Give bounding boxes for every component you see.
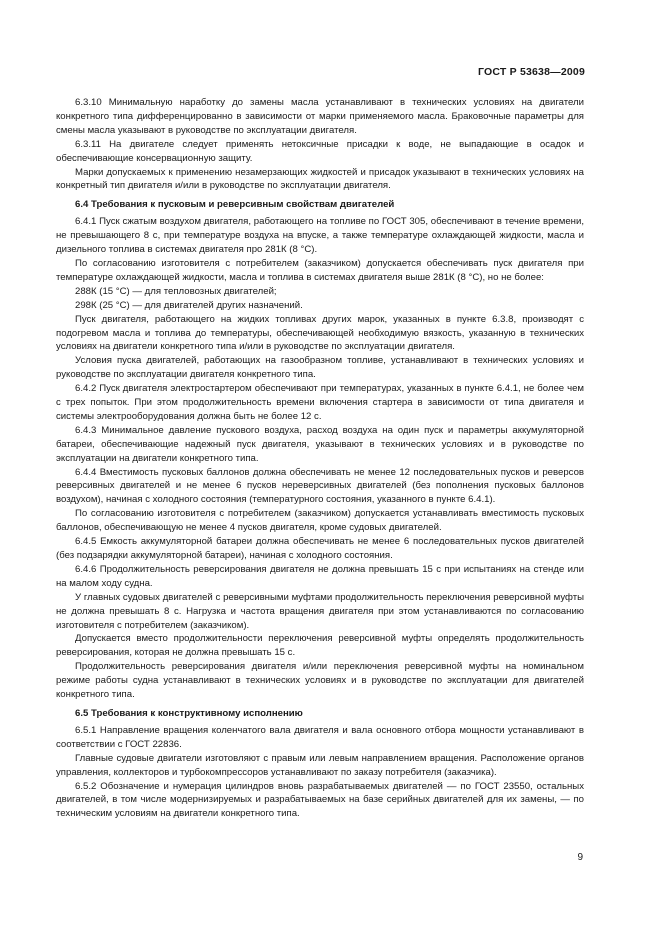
paragraph: Условия пуска двигателей, работающих на газообразном топливе, устанавливают в технических условиях и руководстве по эксплуатации двигателя конкретного типа.	[56, 355, 584, 381]
section-heading: 6.5 Требования к конструктивному исполнению	[75, 707, 303, 719]
paragraph: Марки допускаемых к применению незамерзающих жидкостей и присадок указывают в технических условиях на конкретный тип двигателя и/или в руководстве по эксплуатации двигателя.	[56, 166, 584, 192]
paragraph: По согласованию изготовителя с потребителем (заказчиком) допускается устанавливать вместимость пусковых баллонов, обеспечивающую не менее 4 пусков двигателя, кроме судовых двигателей.	[56, 508, 584, 534]
paragraph: 6.4.3 Минимальное давление пускового воздуха, расход воздуха на один пуск и параметры аккумуляторной батареи, обеспечивающие надежный пуск двигателя, указывают в технических условиях и в руководстве по эксплуатации на двигатели конкретного типа.	[56, 424, 584, 464]
list-item: 288К (15 °С) — для тепловозных двигателей;	[75, 285, 277, 297]
paragraph: Главные судовые двигатели изготовляют с правым или левым направлением вращения. Расположение органов управления, коллекторов и турбокомпрессоров устанавливают по заказу потребителя (заказчика).	[56, 752, 584, 778]
paragraph: Пуск двигателя, работающего на жидких топливах других марок, указанных в пункте 6.3.8, производят с подогревом масла и топлива до температуры, обеспечивающей необходимую вязкость, указанную в технических условиях на двигатели конкретного типа и/или в руководстве по эксплуатации двигателя.	[56, 313, 584, 353]
paragraph: 6.4.4 Вместимость пусковых баллонов должна обеспечивать не менее 12 последовательных пусков и реверсов реверсивных двигателей и не менее 6 пусков нереверсивных двигателей (без пополнения пусковых баллонов воздухом), начиная с холодного состояния (температурного состояния, указанного в пункте 6.4.1).	[56, 466, 584, 506]
paragraph: 6.4.6 Продолжительность реверсирования двигателя не должна превышать 15 с при испытаниях на стенде или на малом ходу судна.	[56, 563, 584, 589]
paragraph: По согласованию изготовителя с потребителем (заказчиком) допускается обеспечивать пуск двигателя при температуре охлаждающей жидкости, масла и топлива в системах двигателя выше 281К (8 °С), но не более:	[56, 257, 584, 283]
paragraph: 6.4.5 Емкость аккумуляторной батареи должна обеспечивать не менее 6 последовательных пусков двигателей (без подзарядки аккумуляторной батареи), начиная с холодного состояния.	[56, 536, 584, 561]
document-body	[56, 96, 584, 821]
paragraph: Допускается вместо продолжительности переключения реверсивной муфты определять продолжительность реверсирования, которая не должна превышать 15 с.	[56, 633, 584, 659]
list-item: 298К (25 °С) — для двигателей других назначений.	[75, 299, 303, 311]
paragraph: 6.3.11 На двигателе следует применять нетоксичные присадки к воде, не выпадающие в осадок и обеспечивающие консервационную защиту.	[56, 138, 584, 164]
paragraph: Продолжительность реверсирования двигателя и/или переключения реверсивной муфты на номинальном режиме работы судна устанавливают в технических условиях и в руководстве по эксплуатации для двигателей конкретного типа.	[56, 661, 584, 701]
section-heading: 6.4 Требования к пусковым и реверсивным свойствам двигателей	[75, 199, 395, 211]
paragraph: 6.5.1 Направление вращения коленчатого вала двигателя и вала основного отбора мощности устанавливают в соответствии с ГОСТ 22836.	[56, 724, 584, 750]
paragraph: 6.5.2 Обозначение и нумерация цилиндров вновь разрабатываемых двигателей — по ГОСТ 23550, остальных двигателей, в том числе модернизируемых и разрабатываемых на базе серийных двигателей для их замены, — по техническим условиям на двигатели конкретного типа.	[56, 780, 584, 820]
paragraph: У главных судовых двигателей с реверсивными муфтами продолжительность переключения реверсивной муфты не должна превышать 8 с. Нагрузка и частота вращения двигателя при этом устанавливаются по согласованию изготовителя с потребителем (заказчиком).	[56, 591, 584, 631]
paragraph: 6.4.2 Пуск двигателя электростартером обеспечивают при температурах, указанных в пункте 6.4.1, не более чем с трех попыток. При этом продолжительность времени включения стартера в зависимости от типа двигателя и системы электрооборудования должна быть не более 12 с.	[56, 383, 584, 422]
document-header: ГОСТ Р 53638—2009	[477, 66, 585, 78]
page-number: 9	[577, 852, 583, 863]
paragraph: 6.4.1 Пуск сжатым воздухом двигателя, работающего на топливе по ГОСТ 305, обеспечивают в течение времени, не превышающего 8 с, при температуре воздуха на впуске, а также температуре охлаждающей жидкости, масла и дизельного топлива в системах двигателя про 281К (8 °С).	[56, 216, 584, 256]
paragraph: 6.3.10 Минимальную наработку до замены масла устанавливают в технических условиях на двигатели конкретного типа дифференцированно в зависимости от марки применяемого масла. Браковочные параметры для смены масла указывают в руководстве по эксплуатации двигателя.	[56, 97, 584, 136]
